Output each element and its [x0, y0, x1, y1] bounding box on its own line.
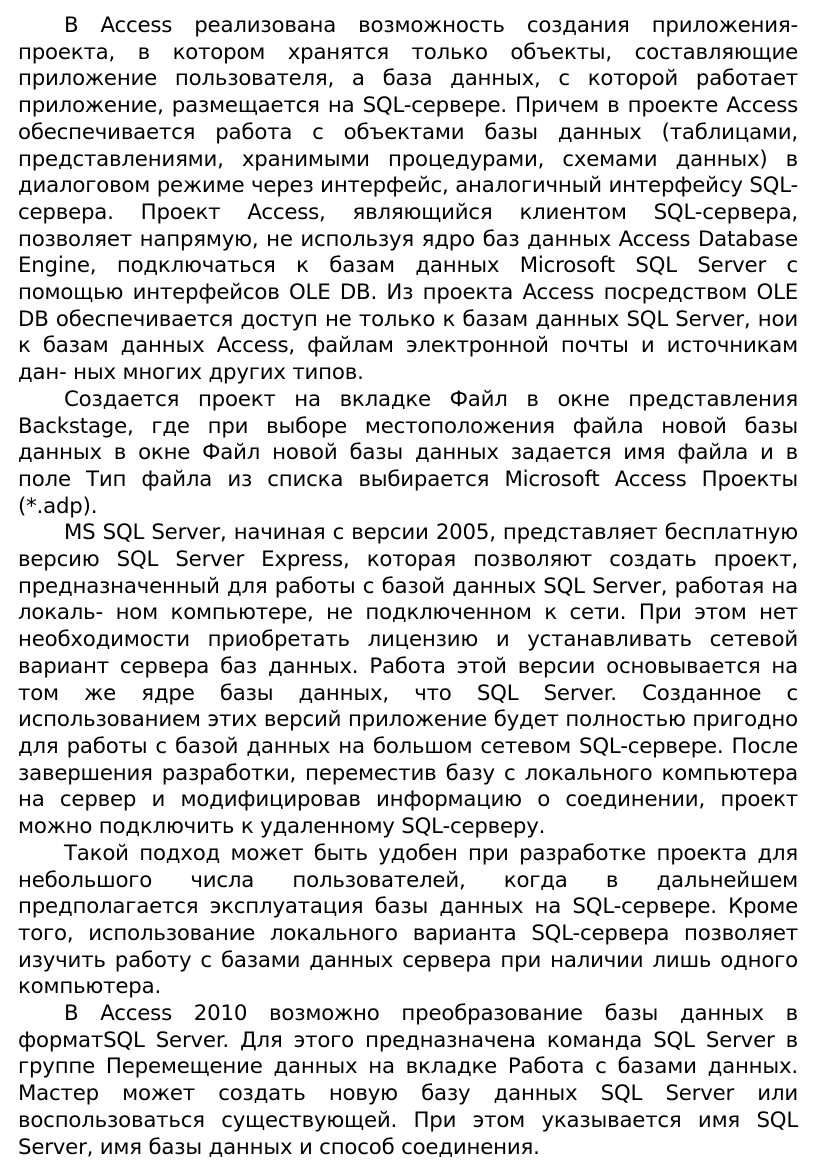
paragraph-access-project: В Access реализована возможность создания приложения-проекта, в котором хранятся только объекты, составляющие приложение пользователя, а база данных, с которой работает приложение, размещается на SQL-сервере. Причем в проекте Access обеспечивается работа с объектами базы данных (таблицами, представлениями, хранимыми процедурами, схемами данных) в диалоговом режиме через интерфейс, аналогичный интерфейсу SQL-сервера. Проект Access, являющийся клиентом SQL-сервера, позволяет напрямую, не используя ядро баз данных Access Database Engine, подключаться к базам данных Microsoft SQL Server с помощью интерфейсов OLE DB. Из проекта Access посредством OLE DB обеспечивается доступ не только к базам данных SQL Server, нои к базам данных Access, файлам электронной почты и источникам дан- ных многих других типов.: [18, 13, 798, 386]
paragraph-create-project: Создается проект на вкладке Файл в окне представления Backstage, где при выборе местоположения файла новой базы данных в окне Файл новой базы данных задается имя файла и в поле Тип файла из списка выбирается Microsoft Access Проекты (*.adp).: [18, 386, 798, 519]
paragraph-sql-server-express: MS SQL Server, начиная с версии 2005, представляет бесплатную версию SQL Server Express, которая позволяют создать проект, предназначенный для работы с базой данных SQL Server, работая на локаль- ном компьютере, не подключенном к сети. При этом нет необходимости приобретать лицензию и устанавливать сетевой вариант сервера баз данных. Работа этой версии основывается на том же ядре базы данных, что SQL Server. Созданное с использованием этих версий приложение будет полностью пригодно для работы с базой данных на большом сетевом SQL-сервере. После завершения разработки, переместив базу с локального компьютера на сервер и модифицировав информацию о соединении, проект можно подключить к удаленному SQL-серверу.: [18, 520, 798, 840]
paragraph-approach: Такой подход может быть удобен при разработке проекта для небольшого числа пользователей, когда в дальнейшем предполагается эксплуатация базы данных на SQL-сервере. Кроме того, использование локального варианта SQL-сервера позволяет изучить работу с базами данных сервера при наличии лишь одного компьютера.: [18, 840, 798, 1000]
paragraph-access-2010-conversion: В Access 2010 возможно преобразование базы данных в форматSQL Server. Для этого предназначена команда SQL Server в группе Перемещение данных на вкладке Работа с базами данных. Мастер может создать новую базу данных SQL Server или воспользоваться существующей. При этом указывается имя SQL Server, имя базы данных и способ соединения.: [18, 1001, 798, 1160]
